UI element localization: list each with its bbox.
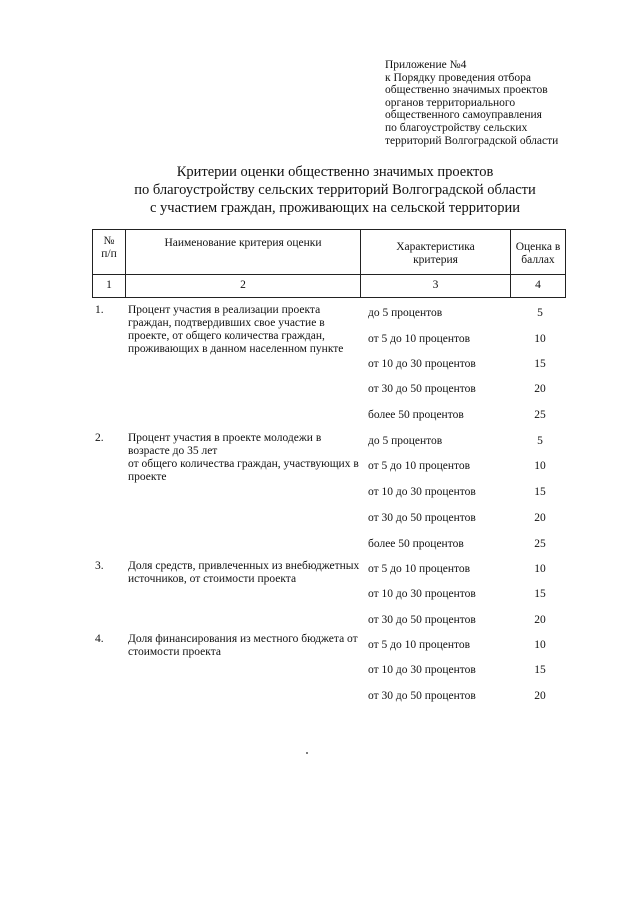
header-score: Оценка в баллах <box>515 241 561 266</box>
criterion-name-line: Процент участия в проекте молодежи в возрасте до 35 лет <box>128 432 322 457</box>
criterion-characteristic: более 50 процентов <box>368 409 464 421</box>
appendix-line: территорий Волгоградской области <box>385 134 559 147</box>
criterion-characteristic: от 5 до 10 процентов <box>368 460 471 472</box>
criterion-name <box>128 432 360 484</box>
column-number: 3 <box>432 279 439 291</box>
criterion-score: 10 <box>534 460 546 472</box>
criterion-number: 2. <box>95 432 104 444</box>
appendix-line: общественно значимых проектов <box>385 84 548 97</box>
criterion-characteristic: более 50 процентов <box>368 538 464 550</box>
table-colnum-divider <box>92 297 566 298</box>
appendix-line: Приложение №4 <box>385 59 467 71</box>
criterion-characteristic: от 10 до 30 процентов <box>368 588 476 600</box>
table-border-right <box>565 229 566 298</box>
criterion-score: 5 <box>537 435 543 447</box>
criterion-name-line: от общего количества граждан, участвующих в проекте <box>128 458 359 483</box>
title-line: Критерии оценки общественно значимых проектов <box>176 164 494 180</box>
header-num: № п/п <box>101 235 117 260</box>
appendix-block <box>385 59 625 147</box>
criterion-characteristic: от 30 до 50 процентов <box>368 690 476 702</box>
criterion-characteristic: до 5 процентов <box>368 307 443 319</box>
criterion-characteristic: от 5 до 10 процентов <box>368 639 471 651</box>
criterion-characteristic: от 5 до 10 процентов <box>368 563 471 575</box>
criterion-name: Доля финансирования из местного бюджета от стоимости проекта <box>128 633 358 658</box>
criterion-name: Процент участия в реализации проекта граждан, подтвердивших свое участие в проекте, от общего количества граждан, проживающих в данном населенном пункте <box>128 304 344 355</box>
criterion-score: 5 <box>537 307 543 319</box>
criterion-score: 25 <box>534 538 546 550</box>
criterion-number: 4. <box>95 633 104 645</box>
criterion-characteristic: до 5 процентов <box>368 435 443 447</box>
criterion-score: 10 <box>534 563 546 575</box>
appendix-line: к Порядку проведения отбора <box>385 71 531 84</box>
criterion-number: 3. <box>95 560 104 572</box>
criterion-characteristic: от 10 до 30 процентов <box>368 664 476 676</box>
criterion-score: 20 <box>534 690 546 702</box>
column-number: 2 <box>240 279 246 291</box>
criterion-score: 25 <box>534 409 546 421</box>
criterion-characteristic: от 30 до 50 процентов <box>368 512 476 524</box>
criterion-number: 1. <box>95 304 104 316</box>
appendix-line: органов территориального <box>385 96 516 109</box>
criterion-score: 10 <box>534 333 546 345</box>
criterion-score: 15 <box>534 486 546 498</box>
criterion-characteristic: от 30 до 50 процентов <box>368 383 476 395</box>
column-number: 1 <box>106 279 112 291</box>
criterion-score: 15 <box>534 664 546 676</box>
criterion-score: 20 <box>534 383 546 395</box>
header-characteristic: Характеристика критерия <box>396 241 475 266</box>
criterion-characteristic: от 10 до 30 процентов <box>368 358 476 370</box>
criterion-score: 15 <box>534 358 546 370</box>
criterion-score: 20 <box>534 614 546 626</box>
appendix-line: по благоустройству сельских <box>385 121 528 134</box>
criterion-score: 20 <box>534 512 546 524</box>
title-line: по благоустройству сельских территорий Волгоградской области <box>134 182 536 198</box>
criterion-characteristic: от 30 до 50 процентов <box>368 614 476 626</box>
title-line: с участием граждан, проживающих на сельской территории <box>150 200 520 216</box>
appendix-line: общественного самоуправления <box>385 109 542 122</box>
criterion-characteristic: от 10 до 30 процентов <box>368 486 476 498</box>
scan-speck <box>306 752 308 754</box>
criterion-name: Доля средств, привлеченных из внебюджетных источников, от стоимости проекта <box>128 560 360 585</box>
table-header-divider <box>92 274 566 275</box>
table-border-top <box>92 229 566 230</box>
document-title <box>100 163 570 217</box>
criterion-score: 15 <box>534 588 546 600</box>
column-number: 4 <box>535 279 541 291</box>
criterion-characteristic: от 5 до 10 процентов <box>368 333 471 345</box>
criterion-score: 10 <box>534 639 546 651</box>
header-name: Наименование критерия оценки <box>164 237 322 249</box>
